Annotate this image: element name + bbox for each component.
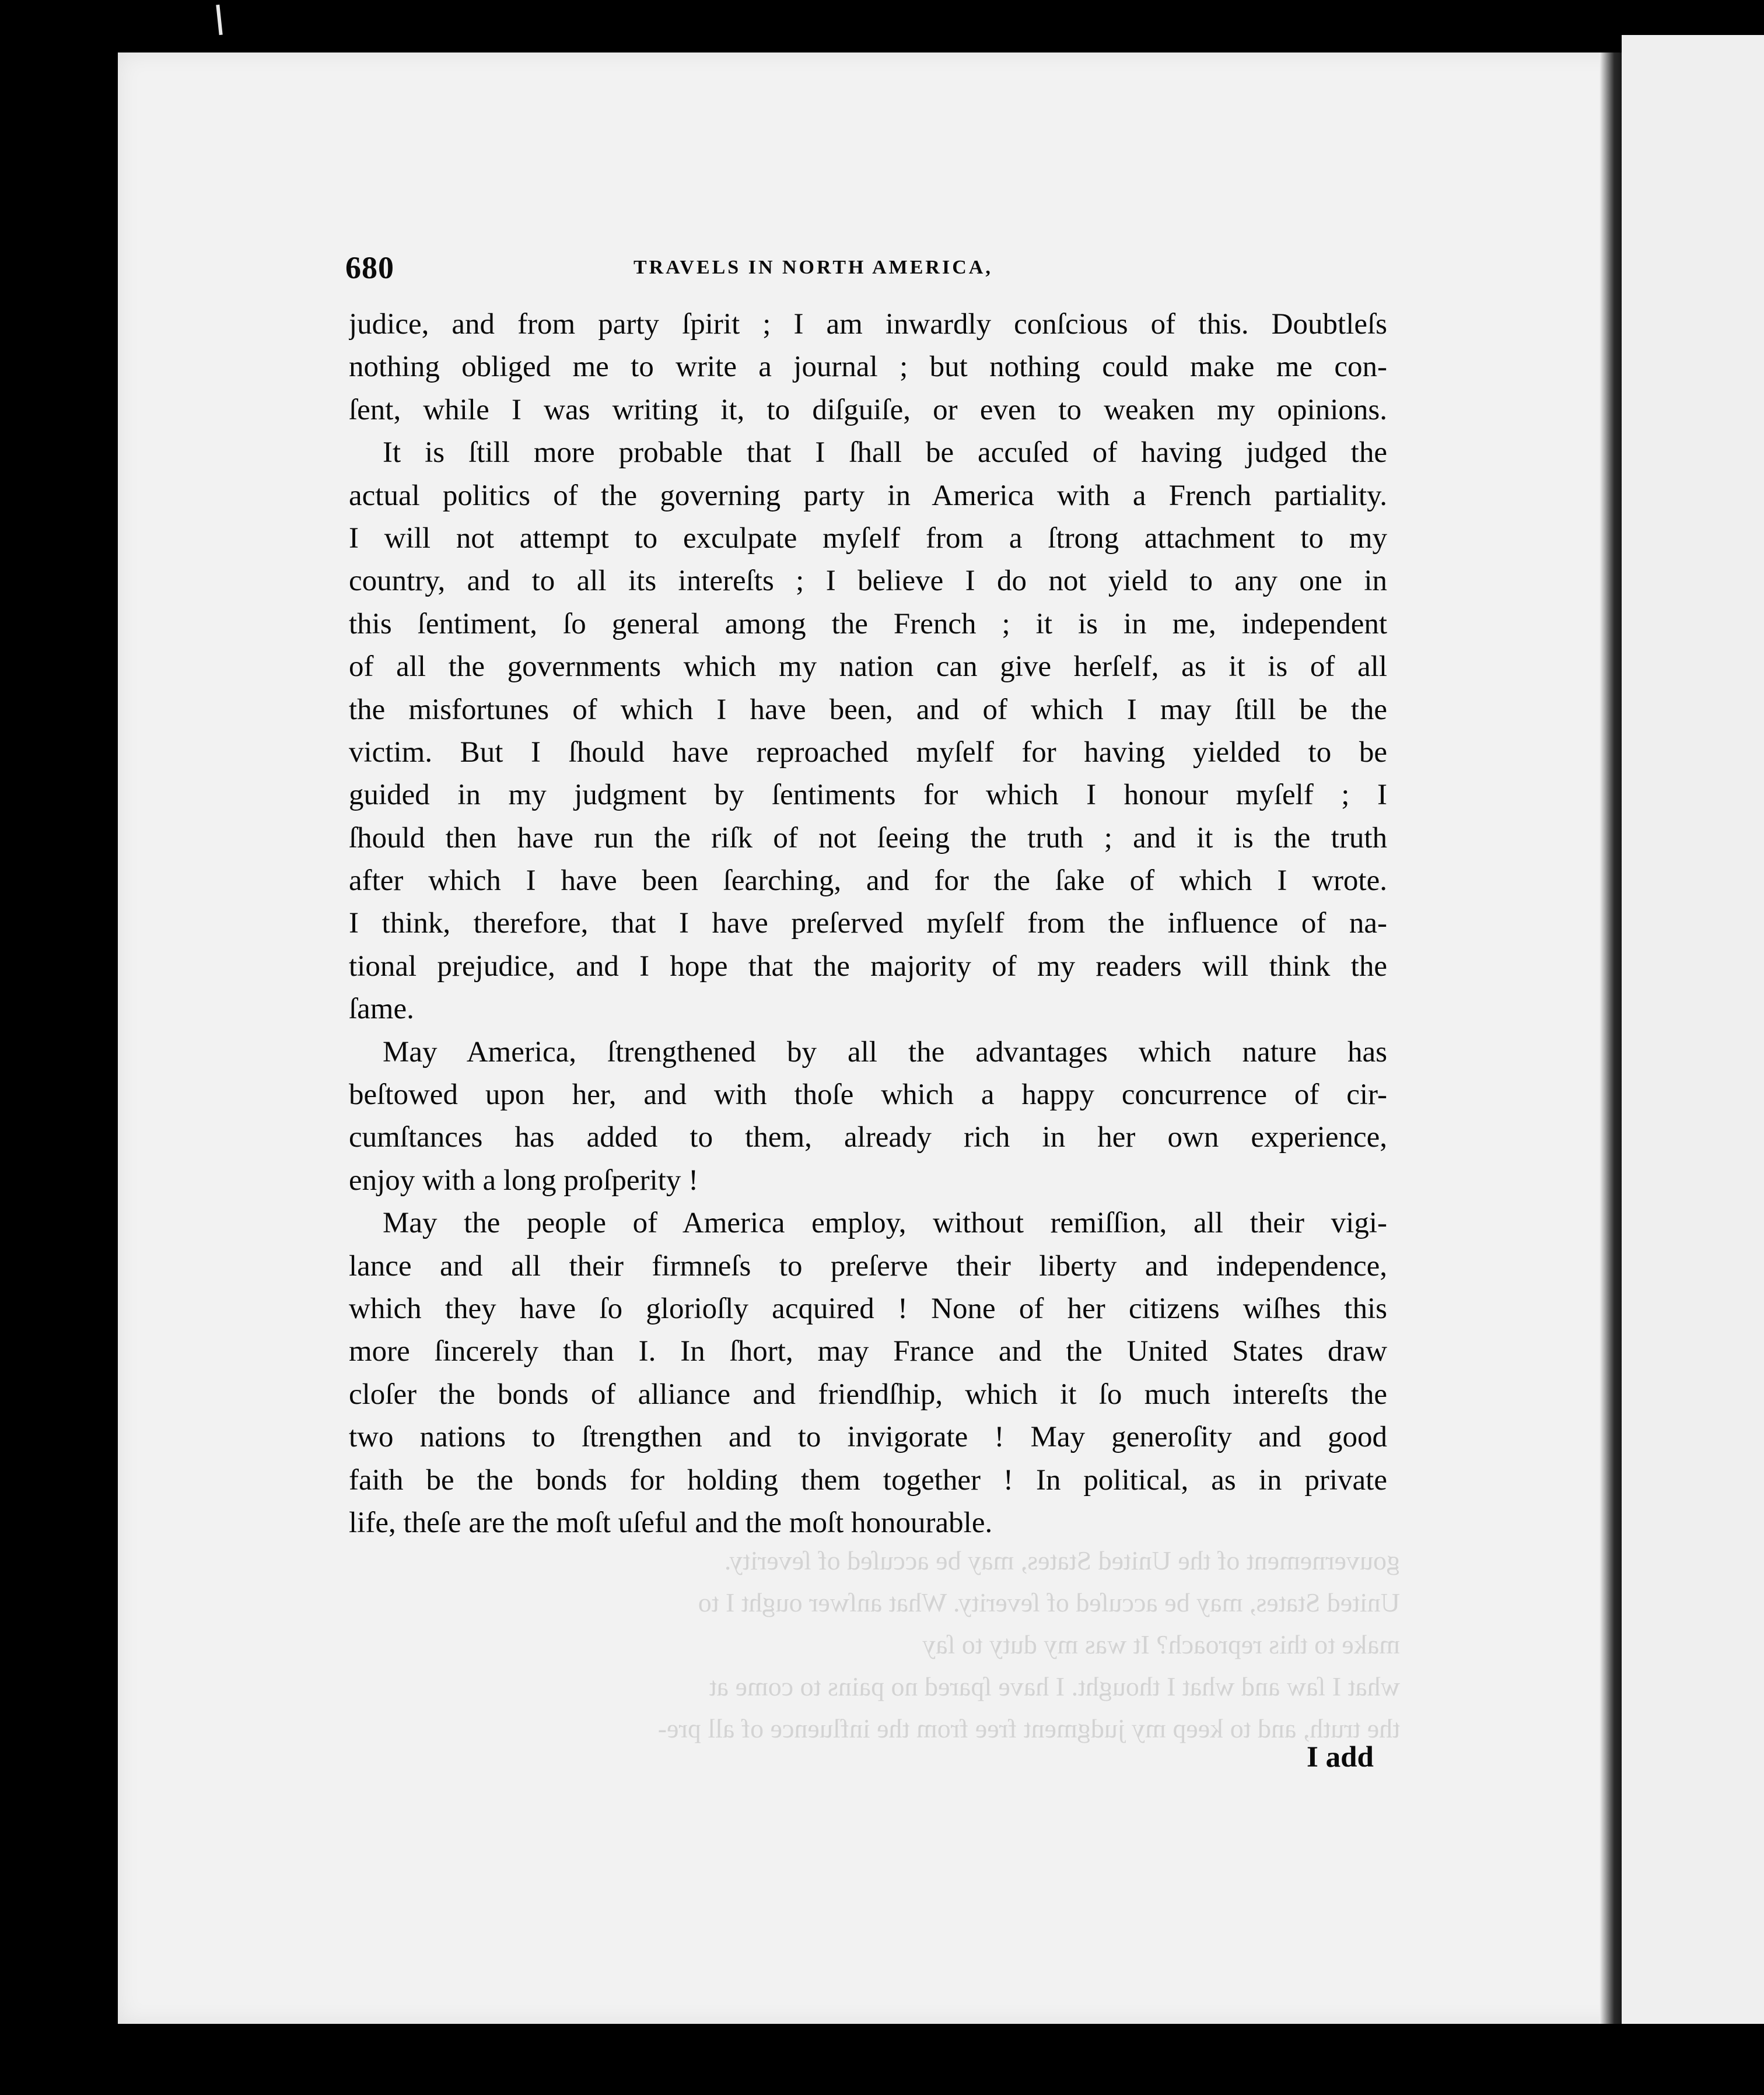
text-line: of all the governments which my nation can give herſelf, as it is of all xyxy=(349,650,1387,684)
text-line: judice, and from party ſpirit ; I am inwardly conſcious of this. Doubtleſs xyxy=(349,308,1387,341)
text-line: beſtowed upon her, and with thoſe which a happy concurrence of cir- xyxy=(349,1078,1387,1112)
text-line: two nations to ſtrengthen and to invigorate ! May generoſity and good xyxy=(349,1421,1387,1454)
paragraph xyxy=(349,1202,1387,1544)
text-line: I will not attempt to exculpate myſelf from a ſtrong attachment to my xyxy=(349,521,1387,555)
text-line: cloſer the bonds of alliance and friendſhip, which it ſo much intereſts the xyxy=(349,1378,1387,1411)
text-line: May America, ſtrengthened by all the advantages which nature has xyxy=(383,1035,1387,1068)
paragraph xyxy=(349,432,1387,1031)
text-line: faith be the bonds for holding them together ! In political, as in private xyxy=(349,1463,1387,1497)
running-head xyxy=(345,250,1395,290)
facing-page-edge xyxy=(1622,35,1764,2024)
film-edge-mark xyxy=(216,5,222,35)
text-line: after which I have been ſearching, and for the ſake of which I wrote. xyxy=(349,864,1387,898)
text-line: life, theſe are the moſt uſeful and the moſt honourable. xyxy=(349,1506,993,1539)
text-line: which they have ſo glorioſly acquired ! None of her citizens wiſhes this xyxy=(349,1292,1387,1325)
text-line: country, and to all its intereſts ; I believe I do not yield to any one in xyxy=(349,565,1387,598)
text-line: ſhould then have run the riſk of not ſeeing the truth ; and it is the truth xyxy=(349,821,1387,854)
text-line: ſent, while I was writing it, to diſguiſe, or even to weaken my opinions. xyxy=(349,393,1387,426)
text-line: nothing obliged me to write a journal ; but nothing could make me con- xyxy=(349,351,1387,384)
catchword: I add xyxy=(1307,1741,1374,1774)
text-line: It is ſtill more probable that I ſhall be accuſed of having judged the xyxy=(383,436,1387,470)
body-text xyxy=(349,303,1387,1544)
text-line: lance and all their firmneſs to preſerve their liberty and independence, xyxy=(349,1249,1387,1283)
text-line: May the people of America employ, without remiſſion, all their vigi- xyxy=(383,1207,1387,1240)
page-number: 680 xyxy=(345,250,394,285)
text-line: ſame. xyxy=(349,993,414,1026)
text-line: this ſentiment, ſo general among the French ; it is in me, independent xyxy=(349,607,1387,640)
text-line: enjoy with a long proſperity ! xyxy=(349,1164,699,1197)
text-line: more ſincerely than I. In ſhort, may France and the United States draw xyxy=(349,1335,1387,1368)
text-line: victim. But I ſhould have reproached myſelf for having yielded to be xyxy=(349,735,1387,769)
paragraph xyxy=(349,303,1387,432)
text-line: actual politics of the governing party in America with a French partiality. xyxy=(349,479,1387,512)
text-line: cumſtances has added to them, already rich in her own experience, xyxy=(349,1121,1387,1154)
show-through-text: gouvernement of the United States, may be accuſed of ſeverity. United States, may be accuſed of ſeverity. What anſwer ought I to make to this reproach? It was my duty to ſay what I ſaw and what I thought. I have ſpared no pains to come at the truth, and to keep my judgment free from the influence of all pre- xyxy=(657,1546,1400,1743)
text-line: tional prejudice, and I hope that the majority of my readers will think the xyxy=(349,950,1387,983)
text-line: I think, therefore, that I have preſerved myſelf from the influence of na- xyxy=(349,907,1387,940)
running-title: TRAVELS IN NORTH AMERICA, xyxy=(634,257,993,278)
text-line: guided in my judgment by ſentiments for which I honour myſelf ; I xyxy=(349,779,1387,812)
text-line: the misfortunes of which I have been, and of which I may ſtill be the xyxy=(349,693,1387,726)
paragraph xyxy=(349,1031,1387,1203)
